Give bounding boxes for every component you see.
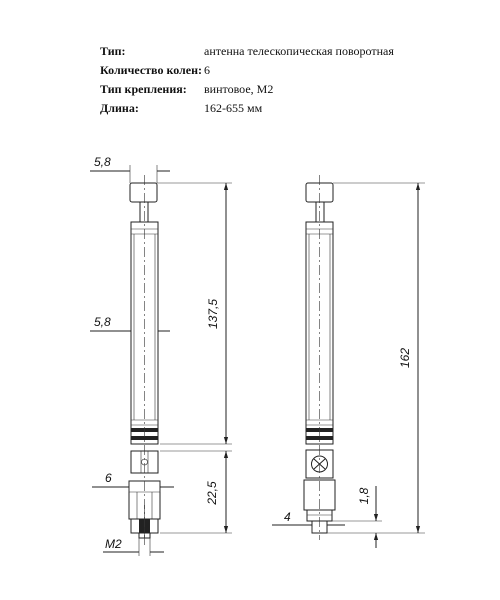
antenna-front-view (129, 175, 160, 545)
spec-value: винтовое, М2 (204, 82, 274, 96)
dim-base-width: 6 (105, 471, 112, 485)
spec-value: 6 (204, 63, 210, 77)
spec-label: Количество колен: (100, 63, 203, 77)
spec-label: Тип крепления: (100, 82, 187, 96)
antenna-stem (140, 202, 148, 222)
spec-label: Длина: (100, 101, 139, 115)
antenna-cap (130, 183, 157, 202)
front-dimensions (90, 155, 232, 556)
dim-cap-width: 5,8 (94, 155, 111, 169)
side-dimensions (272, 183, 425, 548)
dim-bottom-offset: 4 (284, 510, 291, 524)
dim-tube-length: 137,5 (206, 298, 220, 330)
dim-tube-width: 5,8 (94, 315, 111, 329)
antenna-stem (316, 202, 324, 222)
dim-base-length: 22,5 (205, 481, 219, 505)
spec-value: 162-655 мм (204, 101, 263, 115)
spec-value: антенна телескопическая поворотная (204, 44, 394, 58)
dim-total-length: 162 (398, 347, 412, 369)
spec-label: Тип: (100, 44, 126, 58)
dim-thread: M2 (105, 537, 122, 551)
antenna-side-view (304, 175, 335, 540)
dim-bottom-height: 1,8 (357, 487, 371, 505)
